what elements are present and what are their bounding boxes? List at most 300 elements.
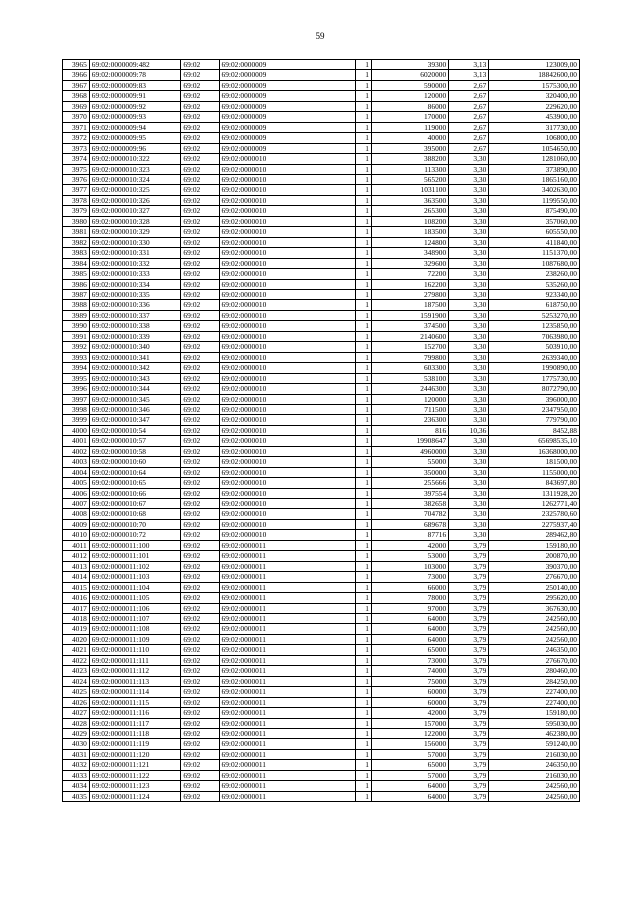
table-row	[63, 331, 580, 341]
count-cell: 1	[356, 310, 371, 320]
count-cell: 1	[356, 352, 371, 362]
area-cell: 64000	[371, 791, 448, 801]
district-code-cell: 69:02	[181, 655, 219, 665]
count-cell: 1	[356, 666, 371, 676]
cadastral-block-cell: 69:02:0000010	[219, 467, 356, 477]
value-cell: 1262771,40	[489, 499, 580, 509]
cadastral-number-cell: 69:02:0000011:104	[89, 582, 181, 592]
value-cell: 503910,00	[489, 342, 580, 352]
table-row	[63, 91, 580, 101]
table-row	[63, 80, 580, 90]
count-cell: 1	[356, 143, 371, 153]
cadastral-number-cell: 69:02:0000010:336	[89, 300, 181, 310]
cadastral-number-cell: 69:02:0000009:482	[89, 60, 181, 70]
rate-cell: 3,30	[449, 530, 489, 540]
district-code-cell: 69:02	[181, 174, 219, 184]
area-cell: 279800	[371, 289, 448, 299]
cadastral-number-cell: 69:02:0000010:322	[89, 154, 181, 164]
area-cell: 57000	[371, 770, 448, 780]
count-cell: 1	[356, 760, 371, 770]
district-code-cell: 69:02	[181, 791, 219, 801]
count-cell: 1	[356, 363, 371, 373]
rate-cell: 2,67	[449, 80, 489, 90]
cadastral-number-cell: 69:02:0000009:92	[89, 101, 181, 111]
table-row	[63, 248, 580, 258]
cadastral-number-cell: 69:02:0000009:95	[89, 133, 181, 143]
table-row	[63, 436, 580, 446]
cadastral-block-cell: 69:02:0000010	[219, 352, 356, 362]
value-cell: 18842600,00	[489, 70, 580, 80]
count-cell: 1	[356, 70, 371, 80]
district-code-cell: 69:02	[181, 164, 219, 174]
cadastral-number-cell: 69:02:0000011:114	[89, 687, 181, 697]
cadastral-number-cell: 69:02:0000011:109	[89, 634, 181, 644]
rate-cell: 3,79	[449, 551, 489, 561]
cadastral-block-cell: 69:02:0000010	[219, 509, 356, 519]
count-cell: 1	[356, 80, 371, 90]
row-number-cell: 3995	[63, 373, 90, 383]
rate-cell: 3,30	[449, 279, 489, 289]
value-cell: 320400,00	[489, 91, 580, 101]
rate-cell: 3,30	[449, 363, 489, 373]
rate-cell: 3,30	[449, 436, 489, 446]
cadastral-block-cell: 69:02:0000011	[219, 781, 356, 791]
table-row	[63, 415, 580, 425]
row-number-cell: 3985	[63, 269, 90, 279]
count-cell: 1	[356, 582, 371, 592]
area-cell: 329600	[371, 258, 448, 268]
cadastral-block-cell: 69:02:0000010	[219, 342, 356, 352]
rate-cell: 3,79	[449, 593, 489, 603]
cadastral-block-cell: 69:02:0000010	[219, 310, 356, 320]
district-code-cell: 69:02	[181, 310, 219, 320]
cadastral-block-cell: 69:02:0000011	[219, 791, 356, 801]
count-cell: 1	[356, 770, 371, 780]
cadastral-block-cell: 69:02:0000011	[219, 561, 356, 571]
cadastral-block-cell: 69:02:0000009	[219, 122, 356, 132]
rate-cell: 3,30	[449, 258, 489, 268]
rate-cell: 3,13	[449, 60, 489, 70]
table-row	[63, 488, 580, 498]
count-cell: 1	[356, 154, 371, 164]
value-cell: 181500,00	[489, 457, 580, 467]
cadastral-number-cell: 69:02:0000010:65	[89, 478, 181, 488]
count-cell: 1	[356, 164, 371, 174]
cadastral-block-cell: 69:02:0000010	[219, 206, 356, 216]
district-code-cell: 69:02	[181, 760, 219, 770]
row-number-cell: 3973	[63, 143, 90, 153]
rate-cell: 3,79	[449, 697, 489, 707]
district-code-cell: 69:02	[181, 614, 219, 624]
count-cell: 1	[356, 467, 371, 477]
table-row	[63, 729, 580, 739]
district-code-cell: 69:02	[181, 718, 219, 728]
value-cell: 242560,00	[489, 781, 580, 791]
count-cell: 1	[356, 446, 371, 456]
cadastral-block-cell: 69:02:0000010	[219, 530, 356, 540]
cadastral-block-cell: 69:02:0000010	[219, 154, 356, 164]
row-number-cell: 3968	[63, 91, 90, 101]
count-cell: 1	[356, 289, 371, 299]
rate-cell: 3,30	[449, 519, 489, 529]
count-cell: 1	[356, 436, 371, 446]
value-cell: 843697,80	[489, 478, 580, 488]
row-number-cell: 4009	[63, 519, 90, 529]
rate-cell: 3,79	[449, 603, 489, 613]
table-row	[63, 708, 580, 718]
land-parcel-table	[62, 59, 580, 802]
table-row	[63, 509, 580, 519]
row-number-cell: 3977	[63, 185, 90, 195]
cadastral-block-cell: 69:02:0000011	[219, 593, 356, 603]
count-cell: 1	[356, 687, 371, 697]
count-cell: 1	[356, 60, 371, 70]
area-cell: 19908647	[371, 436, 448, 446]
district-code-cell: 69:02	[181, 415, 219, 425]
table-row	[63, 467, 580, 477]
cadastral-block-cell: 69:02:0000011	[219, 655, 356, 665]
value-cell: 1775730,00	[489, 373, 580, 383]
district-code-cell: 69:02	[181, 258, 219, 268]
row-number-cell: 3974	[63, 154, 90, 164]
count-cell: 1	[356, 415, 371, 425]
cadastral-number-cell: 69:02:0000010:344	[89, 384, 181, 394]
cadastral-number-cell: 69:02:0000010:64	[89, 467, 181, 477]
cadastral-number-cell: 69:02:0000011:105	[89, 593, 181, 603]
table-row	[63, 697, 580, 707]
district-code-cell: 69:02	[181, 540, 219, 550]
area-cell: 170000	[371, 112, 448, 122]
table-row	[63, 133, 580, 143]
value-cell: 535260,00	[489, 279, 580, 289]
area-cell: 73000	[371, 655, 448, 665]
cadastral-number-cell: 69:02:0000010:66	[89, 488, 181, 498]
rate-cell: 3,30	[449, 509, 489, 519]
table-row	[63, 300, 580, 310]
cadastral-number-cell: 69:02:0000010:341	[89, 352, 181, 362]
value-cell: 227400,00	[489, 697, 580, 707]
district-code-cell: 69:02	[181, 300, 219, 310]
value-cell: 250140,00	[489, 582, 580, 592]
row-number-cell: 3970	[63, 112, 90, 122]
cadastral-number-cell: 69:02:0000011:103	[89, 572, 181, 582]
cadastral-block-cell: 69:02:0000010	[219, 488, 356, 498]
cadastral-block-cell: 69:02:0000010	[219, 185, 356, 195]
rate-cell: 3,30	[449, 174, 489, 184]
count-cell: 1	[356, 237, 371, 247]
count-cell: 1	[356, 488, 371, 498]
area-cell: 152700	[371, 342, 448, 352]
cadastral-block-cell: 69:02:0000010	[219, 457, 356, 467]
cadastral-block-cell: 69:02:0000011	[219, 645, 356, 655]
rate-cell: 3,79	[449, 624, 489, 634]
cadastral-block-cell: 69:02:0000010	[219, 248, 356, 258]
area-cell: 255666	[371, 478, 448, 488]
cadastral-block-cell: 69:02:0000010	[219, 258, 356, 268]
area-cell: 64000	[371, 634, 448, 644]
value-cell: 1199550,00	[489, 195, 580, 205]
area-cell: 65000	[371, 760, 448, 770]
rate-cell: 3,79	[449, 770, 489, 780]
cadastral-number-cell: 69:02:0000010:340	[89, 342, 181, 352]
row-number-cell: 3986	[63, 279, 90, 289]
area-cell: 78000	[371, 593, 448, 603]
area-cell: 97000	[371, 603, 448, 613]
count-cell: 1	[356, 519, 371, 529]
area-cell: 72200	[371, 269, 448, 279]
district-code-cell: 69:02	[181, 624, 219, 634]
row-number-cell: 4003	[63, 457, 90, 467]
rate-cell: 2,67	[449, 122, 489, 132]
area-cell: 103000	[371, 561, 448, 571]
count-cell: 1	[356, 300, 371, 310]
area-cell: 704782	[371, 509, 448, 519]
count-cell: 1	[356, 499, 371, 509]
cadastral-number-cell: 69:02:0000009:78	[89, 70, 181, 80]
district-code-cell: 69:02	[181, 404, 219, 414]
row-number-cell: 3971	[63, 122, 90, 132]
row-number-cell: 4027	[63, 708, 90, 718]
area-cell: 108200	[371, 216, 448, 226]
row-number-cell: 4028	[63, 718, 90, 728]
area-cell: 119000	[371, 122, 448, 132]
cadastral-block-cell: 69:02:0000010	[219, 363, 356, 373]
cadastral-number-cell: 69:02:0000010:67	[89, 499, 181, 509]
district-code-cell: 69:02	[181, 572, 219, 582]
value-cell: 411840,00	[489, 237, 580, 247]
value-cell: 106800,00	[489, 133, 580, 143]
count-cell: 1	[356, 749, 371, 759]
district-code-cell: 69:02	[181, 436, 219, 446]
cadastral-block-cell: 69:02:0000011	[219, 551, 356, 561]
value-cell: 65698535,10	[489, 436, 580, 446]
table-row	[63, 551, 580, 561]
table-row	[63, 310, 580, 320]
area-cell: 187500	[371, 300, 448, 310]
cadastral-number-cell: 69:02:0000011:102	[89, 561, 181, 571]
count-cell: 1	[356, 174, 371, 184]
table-row	[63, 112, 580, 122]
area-cell: 60000	[371, 687, 448, 697]
value-cell: 875490,00	[489, 206, 580, 216]
cadastral-block-cell: 69:02:0000011	[219, 624, 356, 634]
district-code-cell: 69:02	[181, 781, 219, 791]
rate-cell: 3,79	[449, 655, 489, 665]
value-cell: 1990890,00	[489, 363, 580, 373]
district-code-cell: 69:02	[181, 279, 219, 289]
count-cell: 1	[356, 697, 371, 707]
rate-cell: 3,30	[449, 457, 489, 467]
district-code-cell: 69:02	[181, 352, 219, 362]
value-cell: 357060,00	[489, 216, 580, 226]
count-cell: 1	[356, 404, 371, 414]
cadastral-number-cell: 69:02:0000010:342	[89, 363, 181, 373]
cadastral-block-cell: 69:02:0000011	[219, 614, 356, 624]
row-number-cell: 4014	[63, 572, 90, 582]
cadastral-number-cell: 69:02:0000010:343	[89, 373, 181, 383]
row-number-cell: 3975	[63, 164, 90, 174]
rate-cell: 3,30	[449, 164, 489, 174]
rate-cell: 3,30	[449, 300, 489, 310]
rate-cell: 3,79	[449, 791, 489, 801]
row-number-cell: 4016	[63, 593, 90, 603]
cadastral-number-cell: 69:02:0000010:60	[89, 457, 181, 467]
cadastral-block-cell: 69:02:0000010	[219, 415, 356, 425]
cadastral-number-cell: 69:02:0000010:325	[89, 185, 181, 195]
table-row	[63, 530, 580, 540]
table-row	[63, 676, 580, 686]
cadastral-block-cell: 69:02:0000011	[219, 582, 356, 592]
cadastral-number-cell: 69:02:0000011:120	[89, 749, 181, 759]
area-cell: 124800	[371, 237, 448, 247]
count-cell: 1	[356, 614, 371, 624]
value-cell: 159180,00	[489, 708, 580, 718]
count-cell: 1	[356, 269, 371, 279]
district-code-cell: 69:02	[181, 373, 219, 383]
rate-cell: 3,30	[449, 321, 489, 331]
area-cell: 4960000	[371, 446, 448, 456]
district-code-cell: 69:02	[181, 749, 219, 759]
cadastral-block-cell: 69:02:0000010	[219, 174, 356, 184]
table-row	[63, 227, 580, 237]
district-code-cell: 69:02	[181, 519, 219, 529]
area-cell: 120000	[371, 394, 448, 404]
count-cell: 1	[356, 133, 371, 143]
district-code-cell: 69:02	[181, 206, 219, 216]
row-number-cell: 3988	[63, 300, 90, 310]
cadastral-number-cell: 69:02:0000010:72	[89, 530, 181, 540]
area-cell: 64000	[371, 781, 448, 791]
row-number-cell: 3965	[63, 60, 90, 70]
area-cell: 388200	[371, 154, 448, 164]
rate-cell: 3,79	[449, 749, 489, 759]
cadastral-block-cell: 69:02:0000010	[219, 164, 356, 174]
area-cell: 122000	[371, 729, 448, 739]
cadastral-number-cell: 69:02:0000011:100	[89, 540, 181, 550]
district-code-cell: 69:02	[181, 195, 219, 205]
value-cell: 1575300,00	[489, 80, 580, 90]
count-cell: 1	[356, 478, 371, 488]
value-cell: 227400,00	[489, 687, 580, 697]
value-cell: 618750,00	[489, 300, 580, 310]
area-cell: 350000	[371, 467, 448, 477]
value-cell: 1151370,00	[489, 248, 580, 258]
table-row	[63, 478, 580, 488]
value-cell: 295620,00	[489, 593, 580, 603]
row-number-cell: 4030	[63, 739, 90, 749]
rate-cell: 3,30	[449, 394, 489, 404]
row-number-cell: 3967	[63, 80, 90, 90]
value-cell: 8452,88	[489, 425, 580, 435]
table-row	[63, 666, 580, 676]
value-cell: 317730,00	[489, 122, 580, 132]
area-cell: 120000	[371, 91, 448, 101]
value-cell: 280460,00	[489, 666, 580, 676]
table-row	[63, 289, 580, 299]
row-number-cell: 4029	[63, 729, 90, 739]
page-number: 59	[315, 31, 325, 41]
area-cell: 162200	[371, 279, 448, 289]
district-code-cell: 69:02	[181, 143, 219, 153]
table-row	[63, 645, 580, 655]
value-cell: 2639340,00	[489, 352, 580, 362]
count-cell: 1	[356, 624, 371, 634]
cadastral-block-cell: 69:02:0000010	[219, 446, 356, 456]
row-number-cell: 4011	[63, 540, 90, 550]
value-cell: 1054650,00	[489, 143, 580, 153]
district-code-cell: 69:02	[181, 80, 219, 90]
value-cell: 229620,00	[489, 101, 580, 111]
district-code-cell: 69:02	[181, 321, 219, 331]
district-code-cell: 69:02	[181, 697, 219, 707]
cadastral-number-cell: 69:02:0000009:93	[89, 112, 181, 122]
area-cell: 40000	[371, 133, 448, 143]
cadastral-number-cell: 69:02:0000009:94	[89, 122, 181, 132]
cadastral-block-cell: 69:02:0000009	[219, 70, 356, 80]
table-row	[63, 237, 580, 247]
value-cell: 1865160,00	[489, 174, 580, 184]
table-row	[63, 70, 580, 80]
table-row	[63, 655, 580, 665]
row-number-cell: 4026	[63, 697, 90, 707]
rate-cell: 3,30	[449, 488, 489, 498]
table-row	[63, 342, 580, 352]
row-number-cell: 4034	[63, 781, 90, 791]
rate-cell: 3,13	[449, 70, 489, 80]
cadastral-block-cell: 69:02:0000011	[219, 770, 356, 780]
rate-cell: 2,67	[449, 101, 489, 111]
cadastral-block-cell: 69:02:0000009	[219, 101, 356, 111]
table-row	[63, 603, 580, 613]
district-code-cell: 69:02	[181, 770, 219, 780]
count-cell: 1	[356, 593, 371, 603]
count-cell: 1	[356, 572, 371, 582]
rate-cell: 3,79	[449, 781, 489, 791]
district-code-cell: 69:02	[181, 729, 219, 739]
cadastral-number-cell: 69:02:0000010:339	[89, 331, 181, 341]
table-row	[63, 206, 580, 216]
district-code-cell: 69:02	[181, 593, 219, 603]
row-number-cell: 3999	[63, 415, 90, 425]
area-cell: 57000	[371, 749, 448, 759]
district-code-cell: 69:02	[181, 457, 219, 467]
value-cell: 242560,00	[489, 791, 580, 801]
table-row	[63, 269, 580, 279]
cadastral-block-cell: 69:02:0000009	[219, 80, 356, 90]
count-cell: 1	[356, 551, 371, 561]
district-code-cell: 69:02	[181, 666, 219, 676]
row-number-cell: 4033	[63, 770, 90, 780]
rate-cell: 2,67	[449, 91, 489, 101]
cadastral-number-cell: 69:02:0000010:70	[89, 519, 181, 529]
table-row	[63, 404, 580, 414]
area-cell: 86000	[371, 101, 448, 111]
row-number-cell: 3989	[63, 310, 90, 320]
cadastral-number-cell: 69:02:0000011:111	[89, 655, 181, 665]
cadastral-block-cell: 69:02:0000011	[219, 676, 356, 686]
count-cell: 1	[356, 227, 371, 237]
count-cell: 1	[356, 540, 371, 550]
cadastral-block-cell: 69:02:0000010	[219, 289, 356, 299]
count-cell: 1	[356, 791, 371, 801]
rate-cell: 3,79	[449, 645, 489, 655]
cadastral-block-cell: 69:02:0000010	[219, 269, 356, 279]
value-cell: 1087680,00	[489, 258, 580, 268]
value-cell: 373890,00	[489, 164, 580, 174]
value-cell: 238260,00	[489, 269, 580, 279]
value-cell: 7063980,00	[489, 331, 580, 341]
value-cell: 242560,00	[489, 614, 580, 624]
